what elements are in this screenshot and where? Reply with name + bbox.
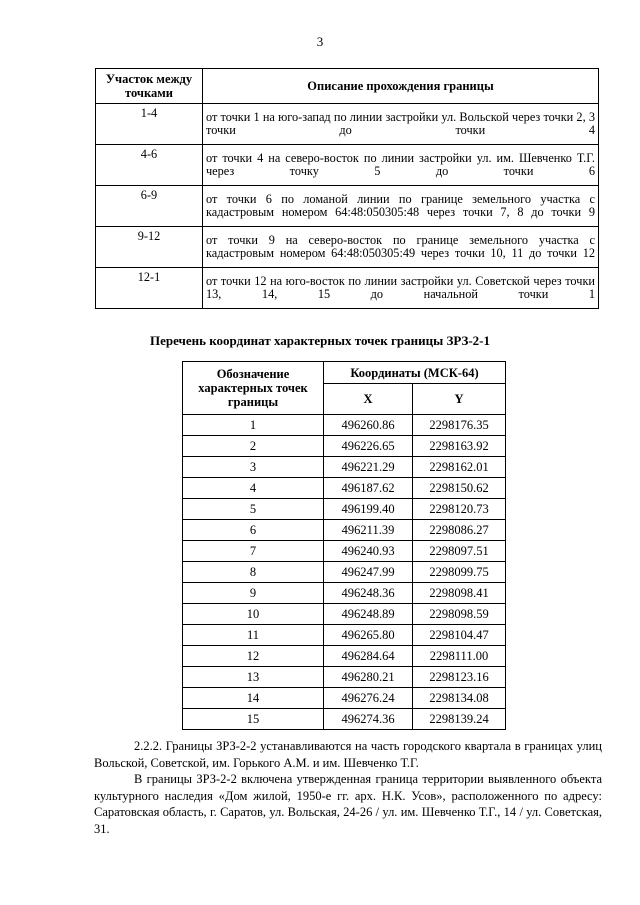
point-number-cell: 1 <box>183 415 324 436</box>
header-segment: Участок между точками <box>96 69 203 104</box>
description-cell: от точки 9 на северо-восток по границе земельного участка с кадастровым номером 64:48:050305:49 через точки 10, 11 до точки 12 <box>203 227 599 268</box>
table-header-row <box>96 69 599 104</box>
coord-x-cell: 496247.99 <box>324 562 413 583</box>
segment-cell: 6-9 <box>96 186 203 227</box>
header-y: Y <box>413 384 506 415</box>
coord-y-cell: 2298098.59 <box>413 604 506 625</box>
header-coords: Координаты (МСК-64) <box>324 362 506 384</box>
coord-y-cell: 2298162.01 <box>413 457 506 478</box>
coord-x-cell: 496274.36 <box>324 709 413 730</box>
coord-y-cell: 2298098.41 <box>413 583 506 604</box>
point-number-cell: 12 <box>183 646 324 667</box>
point-number-cell: 7 <box>183 541 324 562</box>
segment-cell: 9-12 <box>96 227 203 268</box>
coord-y-cell: 2298086.27 <box>413 520 506 541</box>
table-row <box>96 186 599 227</box>
table-row <box>183 688 506 709</box>
coord-y-cell: 2298139.24 <box>413 709 506 730</box>
point-number-cell: 3 <box>183 457 324 478</box>
point-number-cell: 8 <box>183 562 324 583</box>
coord-x-cell: 496248.89 <box>324 604 413 625</box>
coord-y-cell: 2298134.08 <box>413 688 506 709</box>
table-row <box>183 625 506 646</box>
coord-y-cell: 2298111.00 <box>413 646 506 667</box>
coord-x-cell: 496199.40 <box>324 499 413 520</box>
table-row <box>96 104 599 145</box>
header-point: Обозначение характерных точек границы <box>183 362 324 415</box>
coord-y-cell: 2298104.47 <box>413 625 506 646</box>
point-number-cell: 15 <box>183 709 324 730</box>
table-row <box>183 436 506 457</box>
coord-x-cell: 496211.39 <box>324 520 413 541</box>
coord-y-cell: 2298163.92 <box>413 436 506 457</box>
table-header-row <box>183 362 506 384</box>
page-number: 3 <box>316 34 324 49</box>
point-number-cell: 14 <box>183 688 324 709</box>
boundary-segments-table <box>95 68 599 309</box>
point-number-cell: 9 <box>183 583 324 604</box>
coord-x-cell: 496221.29 <box>324 457 413 478</box>
segment-cell: 12-1 <box>96 268 203 309</box>
table-row <box>183 499 506 520</box>
point-number-cell: 4 <box>183 478 324 499</box>
table-row <box>183 583 506 604</box>
coord-x-cell: 496276.24 <box>324 688 413 709</box>
point-number-cell: 10 <box>183 604 324 625</box>
coords-heading: Перечень координат характерных точек границы ЗРЗ-2-1 <box>149 333 491 348</box>
table-row <box>183 709 506 730</box>
table-row <box>96 227 599 268</box>
coord-y-cell: 2298123.16 <box>413 667 506 688</box>
coord-y-cell: 2298150.62 <box>413 478 506 499</box>
coord-x-cell: 496240.93 <box>324 541 413 562</box>
table-row <box>183 478 506 499</box>
coord-x-cell: 496280.21 <box>324 667 413 688</box>
description-cell: от точки 1 на юго-запад по линии застройки ул. Вольской через точки 2, 3 точки до точки 4 <box>203 104 599 145</box>
table-row <box>183 604 506 625</box>
point-number-cell: 2 <box>183 436 324 457</box>
coord-y-cell: 2298120.73 <box>413 499 506 520</box>
segment-cell: 4-6 <box>96 145 203 186</box>
coord-x-cell: 496284.64 <box>324 646 413 667</box>
table-row <box>183 562 506 583</box>
table-row <box>183 520 506 541</box>
table-row <box>183 646 506 667</box>
description-cell: от точки 6 по ломаной линии по границе земельного участка с кадастровым номером 64:48:050305:48 через точки 7, 8 до точки 9 <box>203 186 599 227</box>
coord-x-cell: 496187.62 <box>324 478 413 499</box>
coord-y-cell: 2298099.75 <box>413 562 506 583</box>
table-row <box>96 268 599 309</box>
text-block <box>94 738 602 837</box>
table-row <box>183 457 506 478</box>
coord-y-cell: 2298097.51 <box>413 541 506 562</box>
segment-cell: 1-4 <box>96 104 203 145</box>
header-x: X <box>324 384 413 415</box>
table-row <box>96 145 599 186</box>
paragraph-heritage: В границы ЗРЗ-2-2 включена утвержденная граница территории выявленного объекта культурного наследия «Дом жилой, 1950-е гг. арх. Н.К. Усов», расположенного по адресу: Саратовская область, г. Саратов, ул. Вольская, 24-26 / ул. им. Шевченко Т.Г., 14 / ул. Советская, 31. <box>94 772 602 836</box>
coordinates-table <box>182 361 506 730</box>
description-cell: от точки 4 на северо-восток по линии застройки ул. им. Шевченко Т.Г. через точку 5 до точки 6 <box>203 145 599 186</box>
coord-y-cell: 2298176.35 <box>413 415 506 436</box>
table-row <box>183 541 506 562</box>
paragraph-boundaries: 2.2.2. Границы ЗРЗ-2-2 устанавливаются на часть городского квартала в границах улиц Вольской, Советской, им. Горького А.М. и им. Шевченко Т.Г. <box>94 739 602 770</box>
coord-x-cell: 496226.65 <box>324 436 413 457</box>
table-row <box>183 667 506 688</box>
point-number-cell: 5 <box>183 499 324 520</box>
table-row <box>183 415 506 436</box>
header-description: Описание прохождения границы <box>203 69 599 104</box>
point-number-cell: 6 <box>183 520 324 541</box>
coord-x-cell: 496265.80 <box>324 625 413 646</box>
coord-x-cell: 496260.86 <box>324 415 413 436</box>
point-number-cell: 11 <box>183 625 324 646</box>
coord-x-cell: 496248.36 <box>324 583 413 604</box>
description-cell: от точки 12 на юго-восток по линии застройки ул. Советской через точки 13, 14, 15 до начальной точки 1 <box>203 268 599 309</box>
point-number-cell: 13 <box>183 667 324 688</box>
